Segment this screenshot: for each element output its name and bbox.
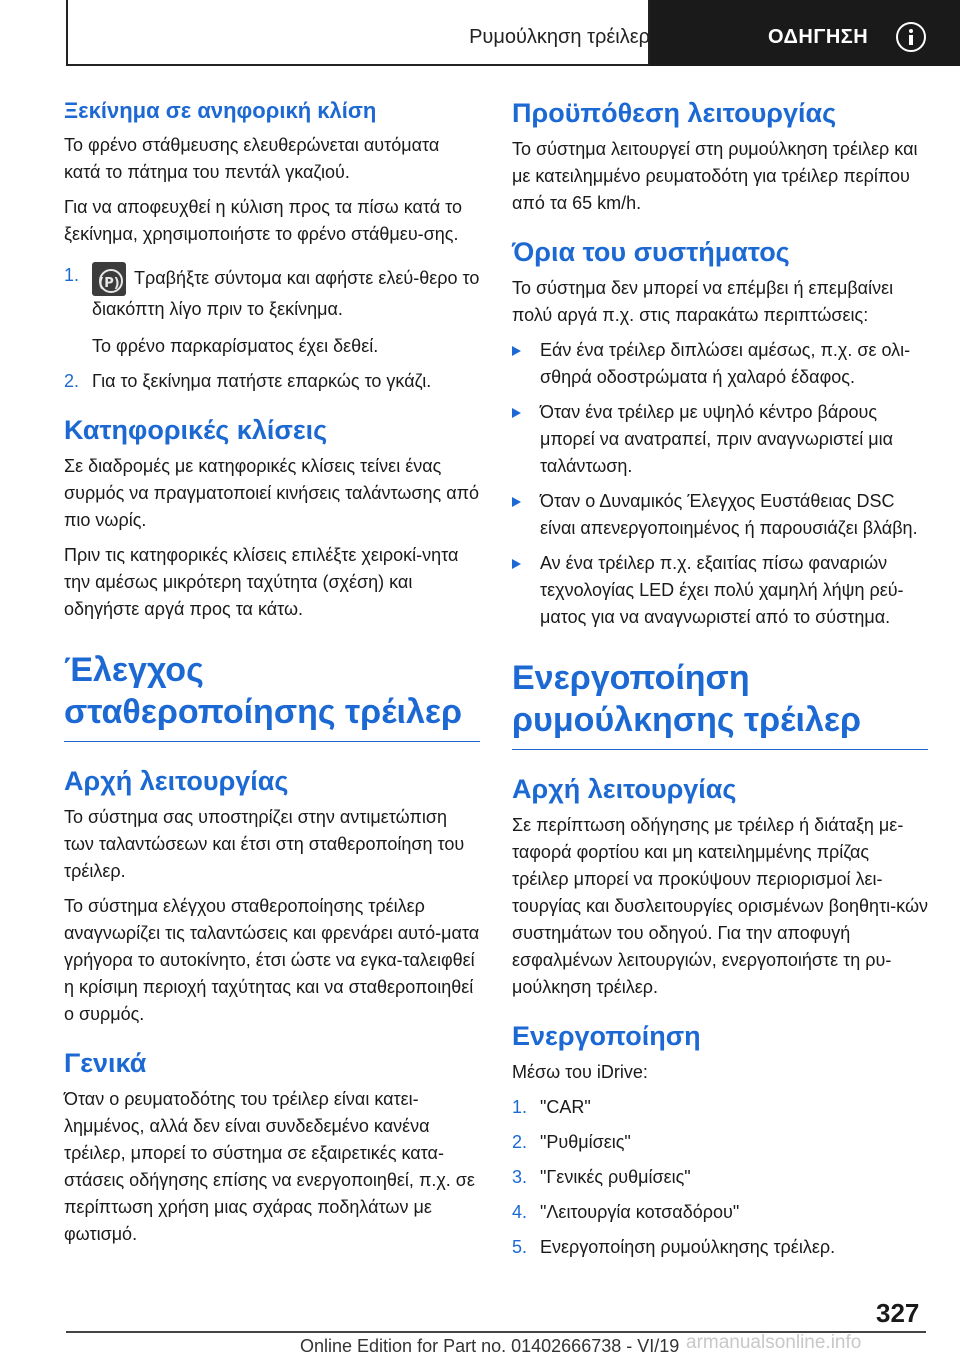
bullet-text: Εάν ένα τρέιλερ διπλώσει αμέσως, π.χ. σε ολι‐σθηρά οδοστρώματα ή χαλαρό έδαφος. [540,340,911,387]
title-trailer-towing-activation: Ενεργοποίηση ρυμούλκησης τρέιλερ [512,657,928,750]
paragraph: Το σύστημα δεν μπορεί να επέμβει ή επεμβαίνει πολύ αργά π.χ. στις παρακάτω περιπτώσεις: [512,278,894,325]
list-number: 2. [64,371,80,391]
list-number: 5. [512,1237,528,1257]
uphill-steps-list [64,262,480,395]
list-item [512,337,928,391]
info-icon [896,22,926,52]
bullet-triangle-icon [512,408,521,418]
list-item [512,488,928,542]
list-item [512,1129,928,1156]
footer-watermark: armanualsonline.info [686,1332,862,1353]
list-item [512,1094,928,1121]
left-column [64,96,480,1256]
step-text: "Λειτουργία κοτσαδόρου" [540,1202,740,1222]
heading-uphill-start: Ξεκίνημα σε ανηφορική κλίση [64,98,377,123]
step-text: Τραβήξτε σύντομα και αφήστε ελεύ‐θερο το διακόπτη λίγο πριν το ξεκίνημα. [92,268,480,319]
list-number: 1. [512,1097,528,1117]
heading-general: Γενικά [64,1048,147,1078]
right-column [512,96,928,1269]
step-text: Για το ξεκίνημα πατήστε επαρκώς το γκάζι. [92,371,432,391]
header-chapter-label: ΟΔΗΓΗΣΗ [768,26,869,48]
list-number: 4. [512,1202,528,1222]
heading-operating-principle: Αρχή λειτουργίας [64,766,289,796]
step-text: "Γενικές ρυθμίσεις" [540,1167,691,1187]
step-text: "Ρυθμίσεις" [540,1132,631,1152]
paragraph: Σε περίπτωση οδήγησης με τρέιλερ ή διάταξη με‐ταφορά φορτίου και μη κατειλημμένης πρίζας τρέιλερ μπορεί να προκύψουν περιορισμοί λει‐τουργίας και δυσλειτουργίες ορισμένων βοηθητι‐κών συστημάτων του οδηγού. Για την αποφυγή εσφαλμένων λειτουργιών, ενεργοποιήστε τη ρυ‐μούλκηση τρέιλερ. [512,815,929,997]
paragraph: Όταν ο ρευματοδότης του τρέιλερ είναι κατει‐λημμένος, αλλά δεν είναι συνδεδεμένο κανένα τρέιλερ, μπορεί το σύστημα σε εξαιρετικές κατα‐στάσεις οδήγησης επίσης να ενεργοποιηθεί, π.χ. σε περίπτωση χρήση μιας σχάρας ποδηλάτων με φωτισμό. [64,1089,475,1244]
step-note: Το φρένο παρκαρίσματος έχει δεθεί. [92,336,379,356]
title-trailer-stability: Έλεγχος σταθεροποίησης τρέιλερ [64,649,480,742]
paragraph: Το σύστημα σας υποστηρίζει στην αντιμετώπιση των ταλαντώσεων και έτσι στη σταθεροποίηση του τρέιλερ. [64,807,465,881]
header-left-border [66,0,68,66]
activation-steps-list [512,1094,928,1261]
bullet-text: Όταν ο Δυναμικός Έλεγχος Ευστάθειας DSC είναι απενεργοποιημένος ή παρουσιάζει βλάβη. [540,491,918,538]
paragraph: Για να αποφευχθεί η κύλιση προς τα πίσω κατά το ξεκίνημα, χρησιμοποιήστε το φρένο στάθμευ‐σης. [64,197,463,244]
list-item [512,399,928,480]
paragraph: Το σύστημα λειτουργεί στη ρυμούλκηση τρέιλερ και με κατειλημμένο ρευματοδότη για τρέιλερ περίπου από τα 65 km/h. [512,139,918,213]
bullet-text: Όταν ένα τρέιλερ με υψηλό κέντρο βάρους μπορεί να ανατραπεί, πριν αναγνωριστεί μια ταλάντωση. [540,402,894,476]
list-number: 1. [64,265,80,285]
bullet-triangle-icon [512,346,521,356]
list-item [512,1234,928,1261]
heading-operating-principle: Αρχή λειτουργίας [512,774,737,804]
paragraph: Μέσω του iDrive: [512,1062,648,1082]
list-item [512,550,928,631]
header-chapter-tab [650,0,960,66]
heading-system-limits: Όρια του συστήματος [512,237,790,267]
footer-edition: Online Edition for Part no. 01402666738 - VI/19 [300,1336,680,1356]
step-text: "CAR" [540,1097,591,1117]
list-number: 3. [512,1167,528,1187]
list-item [64,262,480,360]
bullet-triangle-icon [512,559,521,569]
limits-list [512,337,928,631]
heading-prerequisite: Προϋπόθεση λειτουργίας [512,98,837,128]
step-text: Ενεργοποίηση ρυμούλκησης τρέιλερ. [540,1237,836,1257]
bullet-triangle-icon [512,497,521,507]
paragraph: Το σύστημα ελέγχου σταθεροποίησης τρέιλερ αναγνωρίζει τις ταλαντώσεις και φρενάρει αυτό‐ματα γρήγορα το αυτοκίνητο, έτσι ώστε να εγκα‐ταλειφθεί η κρίσιμη περιοχή ταχύτητας και να σταθεροποιηθεί ο συρμός. [64,896,480,1024]
header-rule [66,64,650,66]
paragraph: Το φρένο στάθμευσης ελευθερώνεται αυτόματα κατά το πάτημα του πεντάλ γκαζιού. [64,135,440,182]
list-number: 2. [512,1132,528,1152]
heading-activation: Ενεργοποίηση [512,1021,701,1051]
bullet-text: Αν ένα τρέιλερ π.χ. εξαιτίας πίσω φαναριών τεχνολογίας LED έχει πολύ χαμηλή λήψη ρεύ‐ματος για να αναγνωριστεί από το σύστημα. [540,553,904,627]
heading-downhill: Κατηφορικές κλίσεις [64,415,328,445]
header-section-title: Ρυμούλκηση τρέιλερ [469,26,650,48]
list-item [64,368,480,395]
list-item [512,1199,928,1226]
paragraph: Πριν τις κατηφορικές κλίσεις επιλέξτε χειροκί‐νητα την αμέσως μικρότερη ταχύτητα (σχέση) και οδηγήστε αργά προς τα κάτω. [64,545,459,619]
page-number: 327 [876,1298,920,1328]
parking-brake-icon: (P) [92,262,126,296]
paragraph: Σε διαδρομές με κατηφορικές κλίσεις τείνει ένας συρμός να πραγματοποιεί κινήσεις ταλάντωσης από πιο νωρίς. [64,456,480,530]
list-item [512,1164,928,1191]
